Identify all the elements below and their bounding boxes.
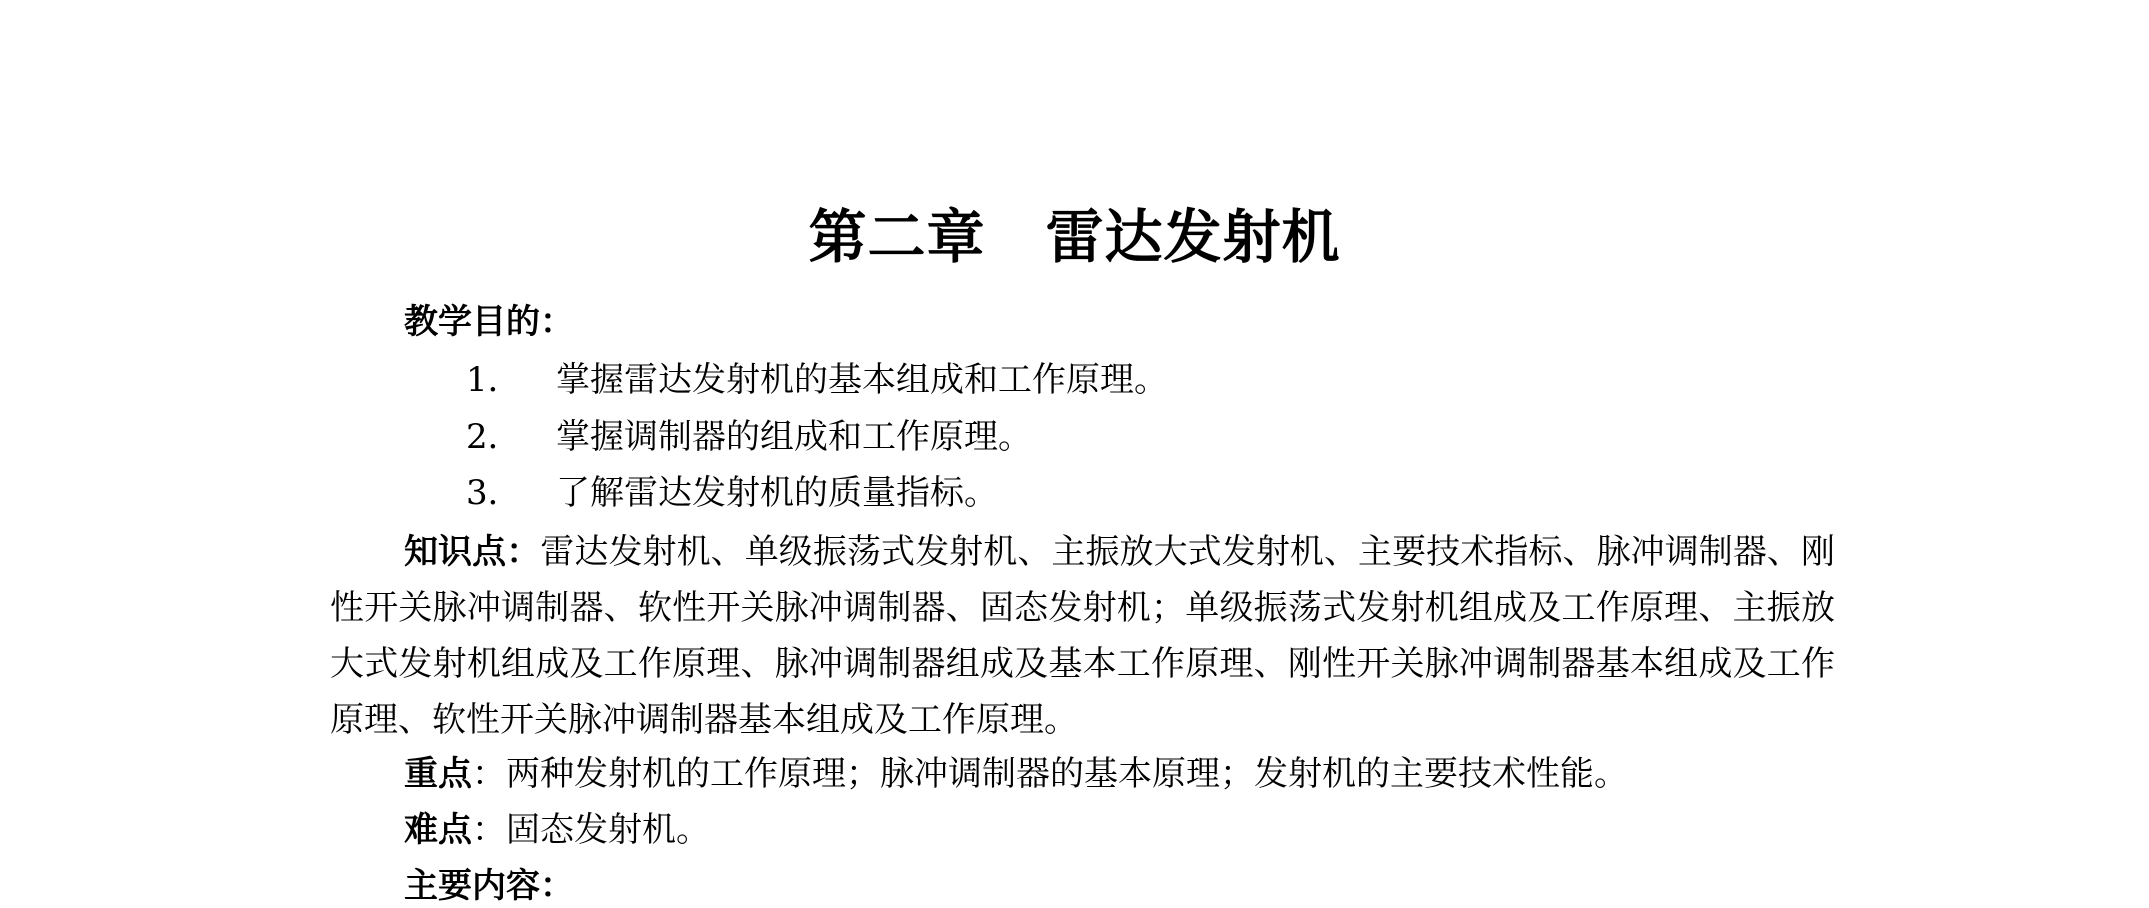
key-points-text: ：两种发射机的工作原理；脉冲调制器的基本原理；发射机的主要技术性能。 bbox=[472, 754, 1628, 794]
difficulties-text: ：固态发射机。 bbox=[472, 810, 710, 850]
key-points-label: 重点 bbox=[404, 754, 472, 794]
main-content-heading: 主要内容： bbox=[404, 866, 574, 906]
difficulties-line bbox=[404, 808, 710, 852]
chapter-title bbox=[0, 202, 2149, 272]
difficulties-label: 难点 bbox=[404, 810, 472, 850]
objective-text: 掌握调制器的组成和工作原理。 bbox=[556, 417, 1032, 457]
objective-number: 3． bbox=[466, 473, 522, 513]
objective-number: 1． bbox=[466, 360, 522, 400]
objective-text: 掌握雷达发射机的基本组成和工作原理。 bbox=[556, 360, 1168, 400]
objectives-heading: 教学目的： bbox=[404, 302, 574, 342]
objective-number: 2． bbox=[466, 417, 522, 457]
knowledge-paragraph bbox=[330, 524, 1835, 748]
objective-item bbox=[466, 358, 1168, 402]
objective-item bbox=[466, 471, 998, 515]
knowledge-label: 知识点： bbox=[404, 532, 541, 572]
key-points-line bbox=[404, 752, 1628, 796]
objective-text: 了解雷达发射机的质量指标。 bbox=[556, 473, 998, 513]
chapter-name: 雷达发射机 bbox=[1045, 203, 1341, 271]
chapter-number: 第二章 bbox=[808, 203, 986, 271]
knowledge-text: 雷达发射机、单级振荡式发射机、主振放大式发射机、主要技术指标、脉冲调制器、刚性开关脉冲调制器、软性开关脉冲调制器、固态发射机；单级振荡式发射机组成及工作原理、主振放大式发射机组成及工作原理、脉冲调制器组成及基本工作原理、刚性开关脉冲调制器基本组成及工作原理、软性开关脉冲调制器基本组成及工作原理。 bbox=[330, 532, 1836, 740]
objective-item bbox=[466, 415, 1032, 459]
